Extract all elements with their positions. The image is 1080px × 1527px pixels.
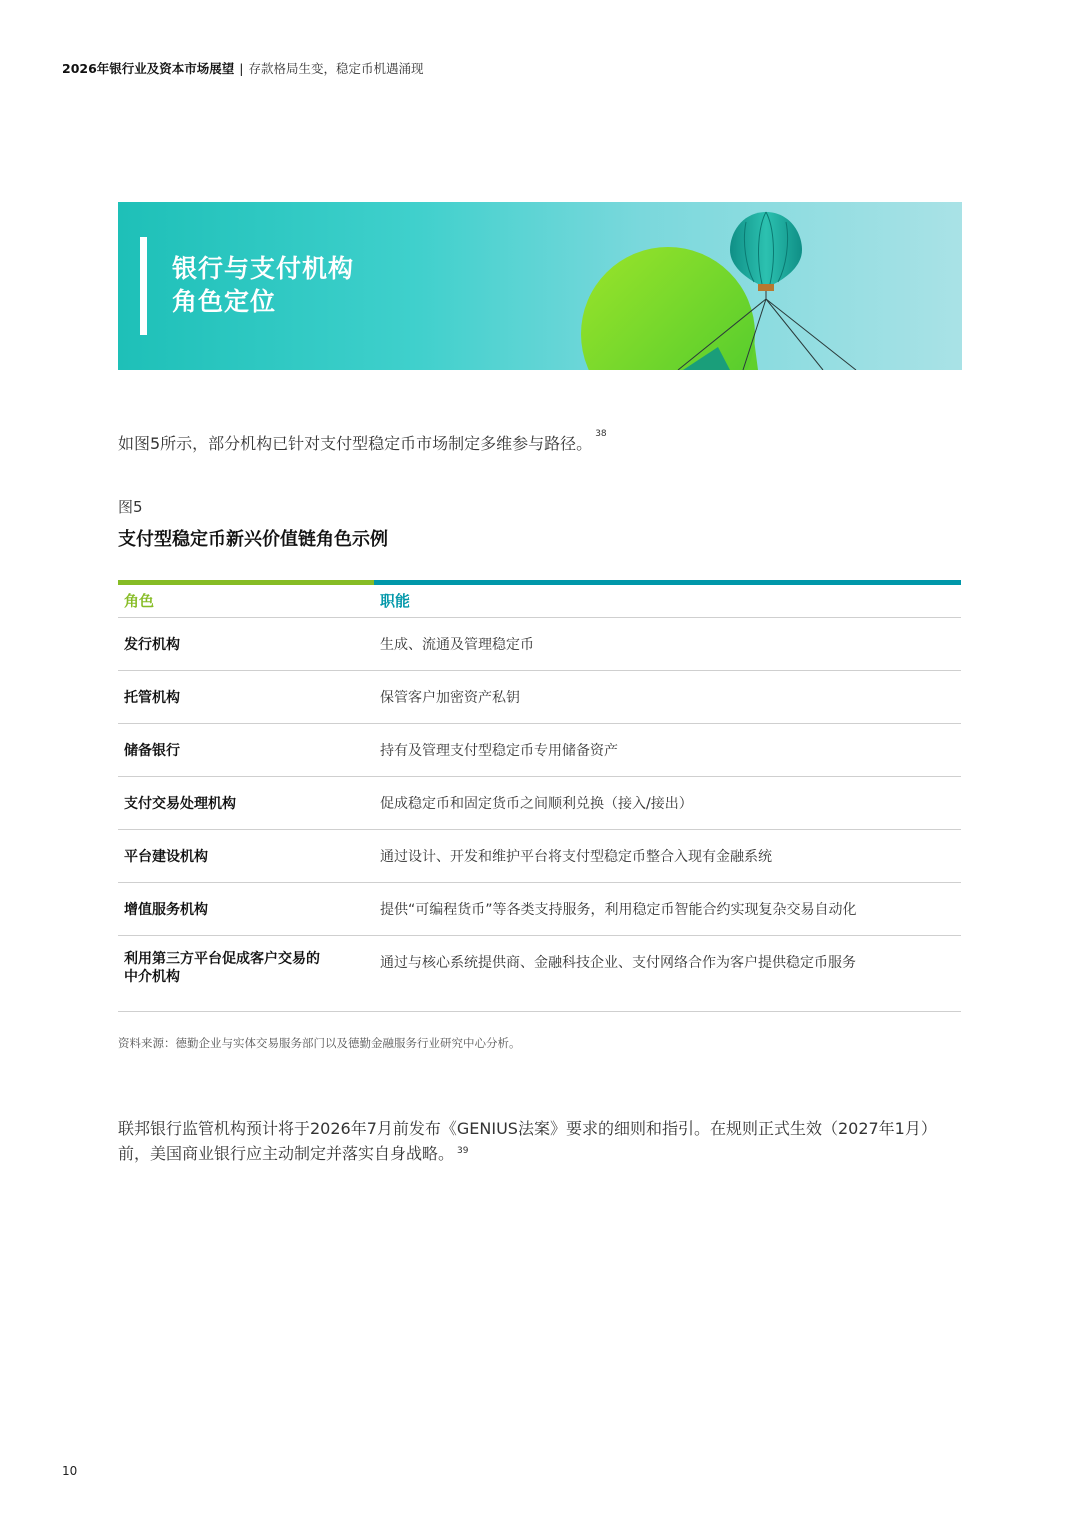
role-line2: 中介机构 xyxy=(124,969,180,985)
footnote-ref[interactable]: 39 xyxy=(457,1146,469,1156)
function-cell: 通过与核心系统提供商、金融科技企业、支付网络合作为客户提供稳定币服务 xyxy=(374,936,961,1012)
role-table xyxy=(118,580,961,1012)
role-cell xyxy=(118,936,374,1012)
body-line1: 联邦银行监管机构预计将于2026年7月前发布《GENIUS法案》要求的细则和指引。在规则正式生效（2027年1月） xyxy=(118,1119,937,1138)
body-line2: 前，美国商业银行应主动制定并落实自身战略。 xyxy=(118,1144,455,1163)
function-cell: 持有及管理支付型稳定币专用储备资产 xyxy=(374,724,961,777)
table-row xyxy=(118,618,961,671)
function-cell: 生成、流通及管理稳定币 xyxy=(374,618,961,671)
body-paragraph xyxy=(118,1116,968,1166)
figure-label: 图5 xyxy=(118,498,143,516)
header-separator: | xyxy=(239,61,244,76)
table-row xyxy=(118,671,961,724)
table-row xyxy=(118,936,961,1012)
section-title: 存款格局生变，稳定币机遇涌现 xyxy=(248,61,424,76)
page-number: 10 xyxy=(62,1464,78,1478)
table-row xyxy=(118,777,961,830)
function-cell: 保管客户加密资产私钥 xyxy=(374,671,961,724)
role-cell: 平台建设机构 xyxy=(118,830,374,883)
figure-title: 支付型稳定币新兴价值链角色示例 xyxy=(118,529,388,550)
role-cell: 支付交易处理机构 xyxy=(118,777,374,830)
balloon-basket xyxy=(758,284,774,291)
banner-title-line1: 银行与支付机构 xyxy=(172,254,355,283)
table-header-row xyxy=(118,585,961,618)
table-row xyxy=(118,830,961,883)
function-cell: 促成稳定币和固定货币之间顺利兑换（接入/接出） xyxy=(374,777,961,830)
role-cell: 储备银行 xyxy=(118,724,374,777)
balloon-rope xyxy=(766,299,823,370)
section-banner xyxy=(118,202,962,370)
function-cell: 提供“可编程货币”等各类支持服务，利用稳定币智能合约实现复杂交易自动化 xyxy=(374,883,961,936)
green-disc xyxy=(581,247,755,370)
role-cell: 托管机构 xyxy=(118,671,374,724)
table-row xyxy=(118,724,961,777)
role-cell: 增值服务机构 xyxy=(118,883,374,936)
role-column-header: 角色 xyxy=(118,585,374,618)
intro-text: 如图5所示，部分机构已针对支付型稳定币市场制定多维参与路径。 xyxy=(118,434,593,453)
banner-title xyxy=(172,252,354,318)
banner-accent-bar xyxy=(140,237,147,335)
table-top-rule xyxy=(118,580,961,585)
table-row xyxy=(118,883,961,936)
banner-title-line2: 角色定位 xyxy=(172,287,277,316)
role-cell: 发行机构 xyxy=(118,618,374,671)
intro-paragraph xyxy=(118,431,607,454)
source-note: 资料来源：德勤企业与实体交易服务部门以及德勤金融服务行业研究中心分析。 xyxy=(118,1036,521,1050)
function-column-header: 职能 xyxy=(374,585,961,618)
role-line1: 利用第三方平台促成客户交易的 xyxy=(124,951,320,967)
balloon-envelope xyxy=(730,212,802,284)
report-title: 2026年银行业及资本市场展望 xyxy=(62,61,235,76)
footnote-ref[interactable]: 38 xyxy=(595,429,607,439)
function-cell: 通过设计、开发和维护平台将支付型稳定币整合入现有金融系统 xyxy=(374,830,961,883)
balloon-rope xyxy=(766,299,856,370)
running-header xyxy=(62,59,424,77)
